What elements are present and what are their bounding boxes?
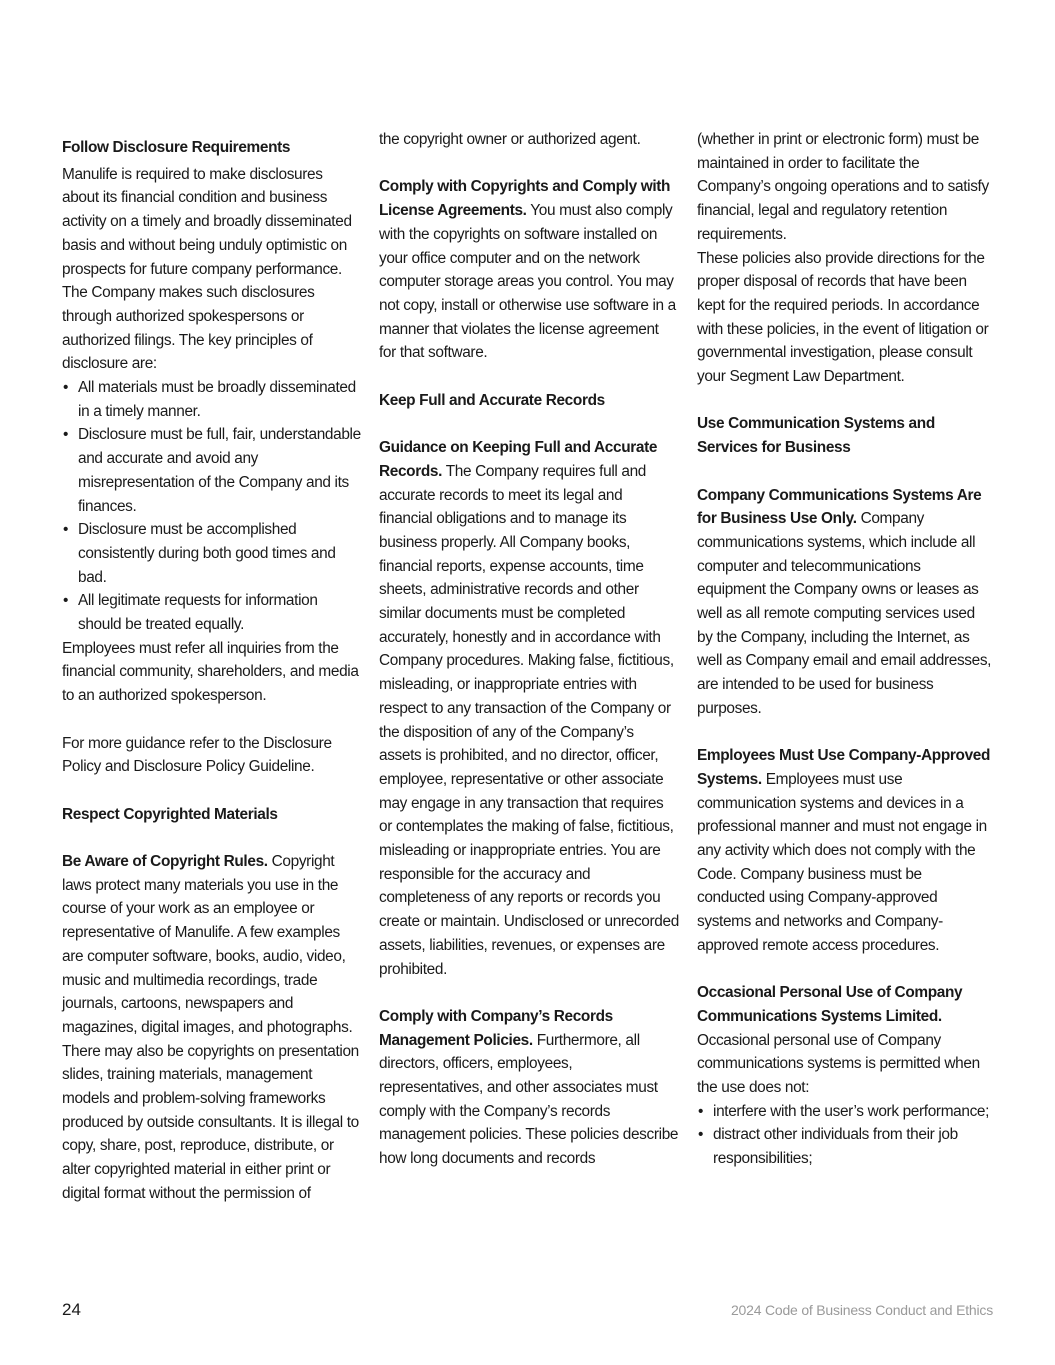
paragraph: Manulife is required to make disclosures about its financial condition and business activity on a timely and broadly disseminated basis and without being unduly optimistic on prospects for future company performance. The Company makes such disclosures through authorized spokespersons or authorized filings. The key principles of disclosure are: <box>62 165 352 373</box>
paragraph-lead: Guidance on Keeping Full and Accurate Records. <box>379 439 658 480</box>
paragraph: These policies also provide directions for the proper disposal of records that have been kept for the required periods. In accordance with these policies, in the event of litigation or governmental investigation, please consult your Segment Law Department. <box>697 249 989 386</box>
list-item: • All materials must be broadly disseminated in a timely manner. <box>62 376 362 423</box>
paragraph: (whether in print or electronic form) must be maintained in order to facilitate the Company’s ongoing operations and to satisfy financial, legal and regulatory retention requirements. <box>697 131 989 243</box>
bullet-list <box>697 1100 993 1171</box>
paragraph: For more guidance refer to the Disclosure Policy and Disclosure Policy Guideline. <box>62 734 332 776</box>
list-item: • distract other individuals from their job responsibilities; <box>697 1123 993 1170</box>
paragraph-lead: Be Aware of Copyright Rules. <box>62 853 268 871</box>
page-number: 24 <box>62 1300 81 1319</box>
paragraph <box>697 744 993 957</box>
heading-copyright: Respect Copyrighted Materials <box>62 805 278 823</box>
heading-communication: Use Communication Systems and Services for Business <box>697 415 935 457</box>
paragraph: Employees must refer all inquiries from the financial community, shareholders, and media to an authorized spokesperson. <box>62 639 359 705</box>
list-item: • Disclosure must be accomplished consistently during both good times and bad. <box>62 518 362 589</box>
paragraph <box>62 850 362 1206</box>
heading-disclosure: Follow Disclosure Requirements <box>62 139 291 156</box>
paragraph-lead: Employees Must Use Company-Approved Systems. <box>697 747 991 788</box>
paragraph-lead: Comply with Copyrights and Comply with License Agreements. <box>379 178 671 220</box>
paragraph-body: Furthermore, all directors, officers, employees, representatives, and other associates must comply with the Company’s records management policies. These policies describe how long documents and records <box>379 1031 679 1168</box>
paragraph-body: Employees must use communication systems and devices in a professional manner and must not engage in any activity which does not comply with the Code. Company business must be conducted using Company-approved systems and networks and Company-approved remote access procedures. <box>697 770 987 954</box>
bullet-list <box>62 376 362 637</box>
paragraph-lead: Company Communications Systems Are for Business Use Only. <box>697 486 982 528</box>
paragraph-body: Company communications systems, which include all computer and telecommunications equipment the Company owns or leases as well as all remote computing services used by the Company, including the Internet, as well as Company email and email addresses, are intended to be used for business purposes. <box>697 510 992 717</box>
footer-title: 2024 Code of Business Conduct and Ethics <box>730 1302 993 1318</box>
list-item: • All legitimate requests for information should be treated equally. <box>62 589 362 636</box>
column-2 <box>379 128 679 1171</box>
paragraph-lead: Occasional Personal Use of Company Communications Systems Limited. <box>697 984 963 1025</box>
list-item: • interfere with the user’s work performance; <box>697 1100 993 1124</box>
paragraph: Occasional personal use of Company communications systems is permitted when the use does not: <box>697 1031 980 1097</box>
paragraph-body: The Company requires full and accurate records to meet its legal and financial obligations and to manage its business properly. All Company books, financial reports, expense accounts, time sheets, administrative records and other similar documents must be completed accurately, honestly and in accordance with Company procedures. Making false, fictitious, misleading, or inappropriate entries with respect to any transaction of the Company or the disposition of any of the Company’s assets is prohibited, and no director, officer, employee, representative or other associate may engage in any transaction that requires or contemplates the making of false, fictitious, misleading or inappropriate entries. You are responsible for the accuracy and completeness of any reports or records you create or maintain. Undisclosed or unrecorded assets, liabilities, revenues, or expenses are prohibited. <box>379 462 679 978</box>
paragraph-lead: Comply with Company’s Records Management Policies. <box>379 1007 613 1049</box>
column-3 <box>697 128 993 1171</box>
paragraph <box>379 1005 679 1171</box>
paragraph <box>379 175 679 365</box>
list-item: • Disclosure must be full, fair, understandable and accurate and avoid any misrepresentation of the Company and its finances. <box>62 423 362 518</box>
paragraph-body: You must also comply with the copyrights on software installed on your office computer and on the network computer storage areas you control. You may not copy, install or otherwise use software in a manner that violates the license agreement for that software. <box>379 202 676 362</box>
paragraph: the copyright owner or authorized agent. <box>379 131 641 148</box>
heading-records: Keep Full and Accurate Records <box>379 391 605 409</box>
paragraph <box>697 484 993 721</box>
paragraph-body: Copyright laws protect many materials you use in the course of your work as an employee or representative of Manulife. A few examples are computer software, books, audio, video, music and multimedia recordings, trade journals, cartoons, newspapers and magazines, digital images, and photographs. There may also be copyrights on presentation slides, training materials, management models and problem-solving frameworks produced by outside consultants. It is illegal to copy, share, post, reproduce, distribute, or alter copyrighted material in either print or digital format without the permission of <box>62 853 359 1202</box>
paragraph <box>379 436 679 981</box>
column-1 <box>62 128 362 1206</box>
